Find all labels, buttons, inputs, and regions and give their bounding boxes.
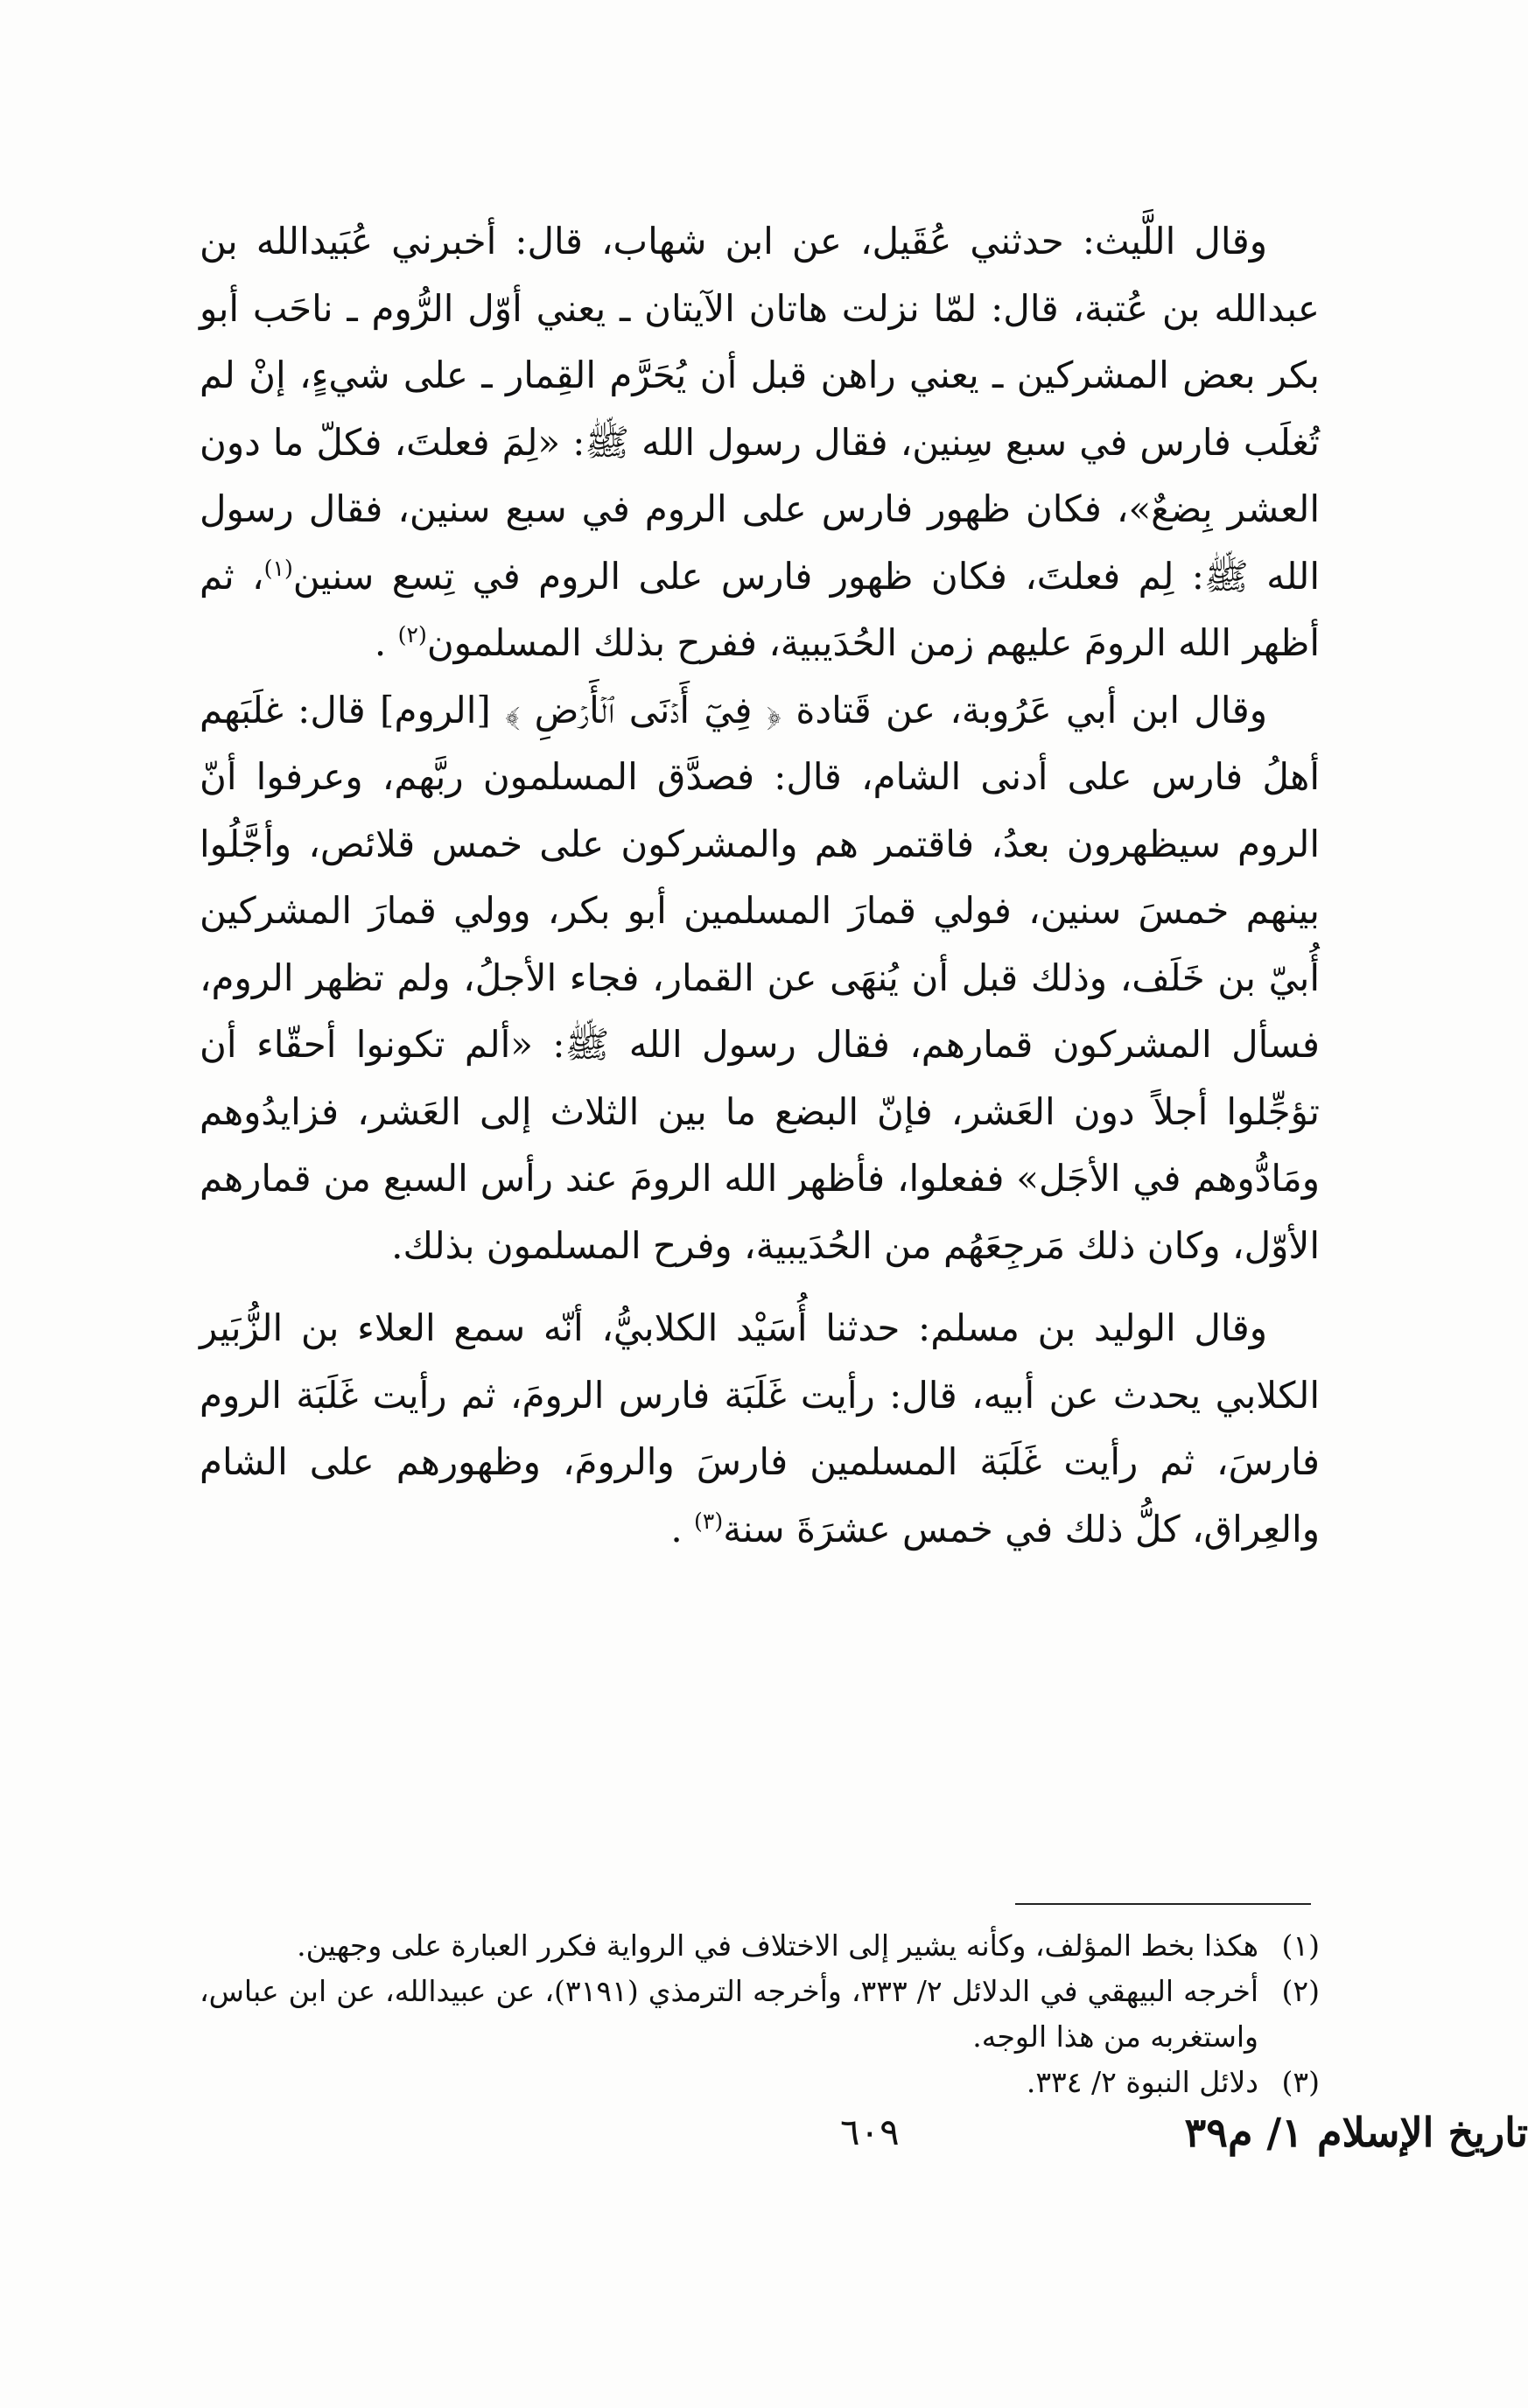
footnote-1-text: هكذا بخط المؤلف، وكأنه يشير إلى الاختلاف في الرواية فكرر العبارة على وجهين.	[297, 1928, 1258, 1963]
page-footer	[0, 2109, 1528, 2179]
footnote-2-number: (٢)	[1281, 1974, 1320, 2008]
footnote-2-text: أخرجه البيهقي في الدلائل ٢/ ٣٣٣، وأخرجه الترمذي (٣١٩١)، عن عبيدالله، عن ابن عباس، واستغربه من هذا الوجه.	[200, 1974, 1259, 2054]
book-title: تاريخ الإسلام ١/ م٣٩	[1184, 2109, 1528, 2156]
paragraph-1	[200, 208, 1320, 677]
main-text	[200, 208, 1320, 1563]
footnote-3	[200, 2060, 1320, 2105]
footnote-3-number: (٣)	[1281, 2065, 1320, 2099]
footnotes	[200, 1923, 1320, 2105]
page-number: ٦٠٩	[840, 2110, 900, 2153]
footnote-1	[200, 1923, 1320, 1969]
paragraph-1-continuation: ، ثم أظهر الله الرومَ عليهم زمن الحُدَيبية، ففرح بذلك المسلمون	[200, 554, 1320, 664]
paragraph-1-text: وقال اللَّيث: حدثني عُقَيل، عن ابن شهاب، قال: أخبرني عُبَيدالله بن عبدالله بن عُتبة، قال: لمّا نزلت هاتان الآيتان ـ يعني أوّل الرُّوم ـ ناحَب أبو بكر بعض المشركين ـ يعني راهن قبل أن يُحَرَّم القِمار ـ على شيءٍ، إنْ لم تُغلَب فارس في سبع سِنين، فقال رسول الله ﷺ: «لِمَ فعلتَ، فكلّ ما دون العشر بِضعٌ»، فكان ظهور فارس على الروم في سبع سنين، فقال رسول الله ﷺ: لِم فعلتَ، فكان ظهور فارس على الروم في تِسع سنين	[200, 220, 1320, 598]
footnote-marker-1: (١)	[263, 555, 293, 581]
paragraph-1-end: .	[374, 621, 387, 664]
footnote-1-number: (١)	[1281, 1928, 1320, 1963]
paragraph-2-text: وقال ابن أبي عَرُوبة، عن قَتادة ﴿ فِيٓ أَدۡنَى ٱلۡأَرۡضِ ﴾ [الروم] قال: غلَبَهم أهلُ فارس على أدنى الشام، قال: فصدَّق المسلمون ربَّهم، وعرفوا أنّ الروم سيظهرون بعدُ، فاقتمر هم والمشركون على خمس قلائص، وأجَّلُوا بينهم خمسَ سنين، فولي قمارَ المسلمين أبو بكر، وولي قمارَ المشركين أُبيّ بن خَلَف، وذلك قبل أن يُنهَى عن القمار، فجاء الأجلُ، ولم تظهر الروم، فسأل المشركون قمارهم، فقال رسول الله ﷺ: «ألم تكونوا أحقّاء أن تؤجِّلوا أجلاً دون العَشر، فإنّ البضع ما بين الثلاث إلى العَشر، فزايدُوهم ومَادُّوهم في الأجَل» ففعلوا، فأظهر الله الرومَ عند رأس السبع من قمارهم الأوّل، وكان ذلك مَرجِعَهُم من الحُدَيبية، وفرح المسلمون بذلك.	[200, 688, 1320, 1267]
paragraph-2	[200, 677, 1320, 1280]
footnote-marker-2: (٢)	[397, 622, 427, 648]
footnote-divider	[1015, 1903, 1311, 1905]
paragraph-3	[200, 1295, 1320, 1563]
paragraph-3-text: وقال الوليد بن مسلم: حدثنا أُسَيْد الكلابيُّ، أنّه سمع العلاء بن الزُّبَير الكلابي يحدث عن أبيه، قال: رأيت غَلَبَة فارس الرومَ، ثم رأيت غَلَبَة الروم فارسَ، ثم رأيت غَلَبَة المسلمين فارسَ والرومَ، وظهورهم على الشام والعِراق، كلُّ ذلك في خمس عشرَةَ سنة	[200, 1306, 1320, 1550]
footnote-2	[200, 1969, 1320, 2060]
footnote-3-text: دلائل النبوة ٢/ ٣٣٤.	[1026, 2065, 1258, 2099]
footnote-marker-3: (٣)	[694, 1508, 724, 1534]
paragraph-3-end: .	[670, 1507, 683, 1550]
